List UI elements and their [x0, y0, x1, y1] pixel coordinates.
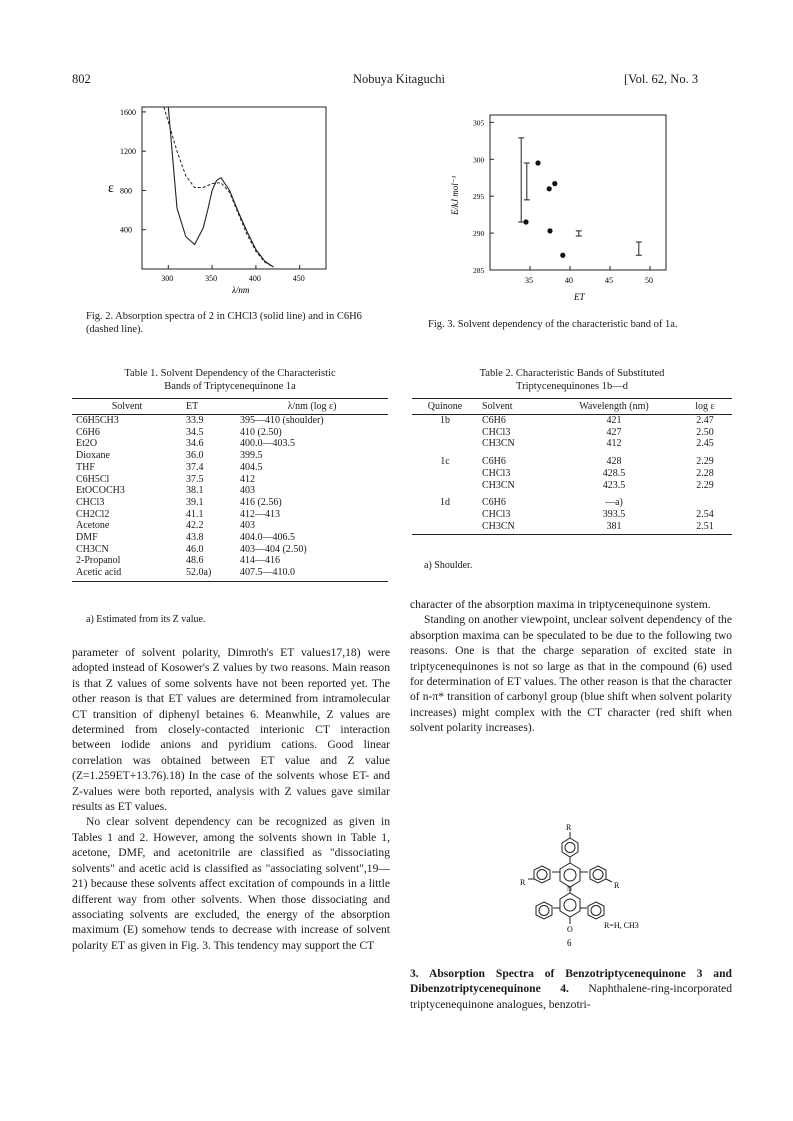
fig2-caption: Fig. 2. Absorption spectra of 2 in CHCl3 (solid line) and in C6H6 (dashed line).	[86, 311, 362, 335]
fig2-xtick-label: 450	[292, 274, 305, 283]
table1-cell: 400.0—403.5	[240, 438, 295, 450]
table2-cell: 1c	[440, 456, 450, 468]
table2-cell: 393.5	[602, 508, 626, 520]
table2-row	[412, 438, 732, 450]
fig2-xlabel: λ/nm	[232, 285, 250, 295]
fig3-xlabel: ET	[574, 292, 585, 302]
table1-cell: 404.0—406.5	[240, 532, 295, 544]
table2-row	[412, 427, 732, 439]
table2-footnote: a) Shoulder.	[424, 560, 473, 571]
table2-cell: 428	[606, 456, 622, 468]
table1-row	[72, 532, 388, 544]
table2-cell: CHCl3	[482, 426, 511, 438]
fig2-ytick-label: 1600	[120, 107, 136, 117]
table1-cell: 41.1	[186, 508, 204, 520]
table1-cell: C6H6	[76, 426, 100, 438]
table2-cell: 423.5	[602, 479, 626, 491]
table1-cell: 39.1	[186, 496, 204, 508]
fig2-ytick-label: 400	[120, 225, 132, 235]
section3-text: Naphthalene-ring-incorporated triptycenequinone analogues, benzotri-	[410, 982, 732, 1011]
table1-cell: 37.4	[186, 461, 204, 473]
compound-number: 6	[567, 938, 572, 948]
table1-cell: 407.5—410.0	[236, 567, 388, 581]
table2-caption-line1: Table 2. Characteristic Bands of Substituted	[479, 368, 665, 379]
table2-cell: C6H6	[482, 456, 506, 468]
table1-cell: 412	[240, 473, 255, 485]
page-number: 802	[72, 72, 91, 86]
table1-cell: 34.5	[186, 426, 204, 438]
table1-cell: C6H5Cl	[76, 473, 110, 485]
table1-cell: 399.5	[240, 450, 263, 462]
table2-cell	[678, 491, 732, 509]
table1-cell: 43.8	[186, 532, 204, 544]
running-volume: [Vol. 62, No. 3	[624, 72, 699, 86]
fig2-xtick-label: 400	[248, 274, 261, 283]
fig3-point	[547, 228, 552, 233]
right-paragraph-1: character of the absorption maxima in triptycenequinone system.	[410, 598, 711, 611]
table1-cell: EtOCOCH3	[76, 485, 125, 497]
table1-cell: 403—404 (2.50)	[240, 543, 307, 555]
fig3-xtick-label: 50	[645, 276, 653, 285]
table2-caption-line2: Triptycenequinones 1b—d	[516, 381, 628, 392]
table1-cell: 33.9	[186, 415, 204, 426]
fig2-xtick-label: 300	[161, 274, 174, 283]
table1-cell: 410 (2.50)	[240, 426, 282, 438]
table1-row	[72, 462, 388, 474]
table2-cell: 1d	[440, 497, 450, 509]
right-paragraph-2: Standing on another viewpoint, unclear solvent dependency of the absorption maxima can be speculated to be due to the following two reasons. One is that the charge separation of excited state in triptycenequinones is not so large as that in the compound (6) used for determination of ET values. The other reason is that the character of n-π* transition of carbonyl group (blue shift when solvent polarity increases) might complex with the CT character (red shift when solvent polarity increases).	[410, 613, 732, 735]
table1-caption-line2: Bands of Triptycenequinone 1a	[164, 381, 296, 392]
table2-row	[412, 450, 732, 468]
table2-cell	[412, 480, 478, 492]
table2-cell: —a)	[605, 497, 623, 509]
table2-header-wavelength: Wavelength (nm)	[550, 399, 678, 415]
fig3-ytick-label: 305	[473, 118, 485, 128]
fig3-xtick-label: 45	[605, 276, 613, 285]
table1-cell: DMF	[76, 532, 98, 544]
table1-caption-line1: Table 1. Solvent Dependency of the Characteristic	[124, 368, 336, 379]
fig2-series-c6h6	[164, 107, 274, 267]
fig3-ytick-label: 285	[473, 266, 485, 275]
table2-cell: 2.45	[696, 438, 714, 450]
fig3-xtick-label: 35	[525, 276, 533, 285]
table1-cell: CHCl3	[76, 496, 105, 508]
table1-cell: 414—416	[240, 555, 280, 567]
fig3-point	[552, 181, 557, 186]
fig2-frame	[142, 107, 326, 269]
table2-cell: CH3CN	[482, 479, 515, 491]
table1-row	[72, 555, 388, 567]
table2-cell: C6H6	[482, 415, 506, 426]
table1-row	[72, 474, 388, 486]
table1-cell: CH3CN	[76, 543, 109, 555]
table2-cell	[412, 509, 478, 521]
table1-cell: 404.5	[240, 461, 263, 473]
fig2-ytick-label: 1200	[120, 147, 136, 157]
table2-row	[412, 480, 732, 492]
table1-cell: 416 (2.56)	[240, 496, 282, 508]
table2-caption	[412, 367, 732, 393]
table1	[72, 398, 388, 582]
table1-row	[72, 438, 388, 450]
table2-cell: 2.28	[696, 467, 714, 479]
fig2-xtick-label: 350	[205, 274, 218, 283]
table1-cell: THF	[76, 461, 95, 473]
fig3-ytick-label: 290	[473, 229, 485, 239]
table2-cell: 2.29	[696, 456, 714, 468]
table1-caption	[72, 367, 388, 393]
fig3-chart	[440, 105, 680, 305]
table1-row	[72, 544, 388, 556]
table2-cell: 1b	[440, 415, 450, 426]
table1-cell: C6H5CH3	[76, 415, 119, 426]
table1-row	[72, 520, 388, 532]
table1-cell: 403	[240, 485, 255, 497]
left-paragraph-2: No clear solvent dependency can be recognized as given in Tables 1 and 2. However, among the solvents shown in Table 1, acetone, DMF, and acetonitrile are classified as "dissociating solvents" and acetic acid is classified as "associating solvent",19—21) because these solvents affect excitation of compounds in a little different way from other solvents. When those dissociating and associating solvents are excluded, the energy of the absorption maximum (E) somehow tends to decrease with increase of solvent polarity ET as given in Fig. 3. This tendency may support the CT	[72, 815, 390, 952]
table1-row	[72, 485, 388, 497]
structure-r-left: R	[520, 878, 526, 887]
fig2-ylabel: ε	[108, 181, 114, 196]
fig3-ytick-label: 295	[473, 192, 485, 202]
table1-cell: CH2Cl2	[76, 508, 110, 520]
section3-heading: 3. Absorption Spectra of Benzotriptycenequinone 3 and Dibenzotriptycenequinone 4.	[410, 967, 732, 996]
compound-6-structure	[518, 823, 688, 955]
table2-cell	[412, 468, 478, 480]
table1-header-et: ET	[182, 399, 236, 415]
table2-row	[412, 521, 732, 535]
table1-row	[72, 427, 388, 439]
table1-cell: 412—413	[240, 508, 280, 520]
table2-cell: 381	[550, 521, 678, 535]
table1-cell: Dioxane	[76, 450, 110, 462]
table2-cell: 428.5	[602, 467, 626, 479]
table1-cell: 38.1	[186, 485, 204, 497]
table2-cell: 2.29	[696, 479, 714, 491]
table2-cell: CH3CN	[482, 438, 515, 450]
table2-cell: 2.54	[696, 508, 714, 520]
fig2-ytick-label: 800	[120, 186, 132, 196]
left-paragraph-1: parameter of solvent polarity, Dimroth's ET values17,18) were adopted instead of Kosower's Z values by two reasons. Main reason is that Z values of some solvents have not been reported yet. The other reason is that ET values are determined from intramolecular CT transition of diphenyl betaines 6. Meanwhile, Z values are determined from closely-contacted interionic CT interaction between iodide anions and pyridium cations. Good linear correlation was obtained between ET value and Z value (Z=1.259ET+13.76).18) In the case of the solvents whose ET- and Z-values were both reported, analysis with Z values gave similar results as ET values.	[72, 646, 390, 814]
table2-cell: 427	[606, 426, 622, 438]
table1-cell: 37.5	[186, 473, 204, 485]
table2-cell: 421	[606, 415, 622, 426]
table1-cell: 395—410 (shoulder)	[240, 415, 324, 426]
left-column-text	[72, 645, 390, 953]
fig3-ylabel: E/kJ mol⁻¹	[450, 175, 460, 215]
table1-row	[72, 450, 388, 462]
structure-r-top: R	[566, 823, 572, 832]
structure-substituent: R=H, CH3	[604, 921, 639, 930]
table2-header-quinone: Quinone	[412, 399, 478, 415]
fig3-xtick-label: 40	[565, 276, 573, 285]
table1-header-wavelength: λ/nm (log ε)	[236, 399, 388, 415]
table2-cell	[412, 521, 478, 535]
table1-row	[72, 415, 388, 427]
table1-cell: 36.0	[186, 450, 204, 462]
fig3-frame	[490, 115, 666, 270]
table2-cell: 2.47	[696, 415, 714, 426]
table2-cell	[412, 438, 478, 450]
table1-footnote: a) Estimated from its Z value.	[86, 614, 206, 625]
table1-cell: Et2O	[76, 438, 98, 450]
table1-cell: 34.6	[186, 438, 204, 450]
fig2-series-chcl3	[168, 107, 273, 267]
fig3-ytick-label: 300	[473, 155, 485, 165]
table2-cell: 2.51	[678, 521, 732, 535]
table2-row	[412, 415, 732, 427]
structure-r-right: R	[614, 881, 620, 890]
structure-n: N	[567, 885, 573, 893]
table1-cell: 42.2	[186, 520, 204, 532]
table2-cell: C6H6	[482, 497, 506, 509]
running-author: Nobuya Kitaguchi	[353, 72, 445, 86]
table2-header-loge: log ε	[678, 399, 732, 415]
table2-row	[412, 509, 732, 521]
table1-cell: Acetone	[76, 520, 110, 532]
table2-cell: 2.50	[696, 426, 714, 438]
table2-header-solvent: Solvent	[478, 399, 550, 415]
table2	[412, 398, 732, 535]
table1-header-solvent: Solvent	[72, 399, 182, 415]
table2-cell: CHCl3	[482, 508, 511, 520]
table2-cell: CHCl3	[482, 467, 511, 479]
fig3-point	[547, 186, 552, 191]
right-column-text	[410, 597, 732, 736]
table2-row	[412, 491, 732, 509]
table1-cell: 2-Propanol	[76, 555, 121, 567]
table1-cell: 403	[240, 520, 255, 532]
fig3-caption: Fig. 3. Solvent dependency of the characteristic band of 1a.	[428, 319, 678, 330]
structure-o: O	[567, 925, 573, 934]
table1-cell: Acetic acid	[72, 567, 182, 581]
fig3-point	[535, 160, 540, 165]
table2-row	[412, 468, 732, 480]
table1-row	[72, 497, 388, 509]
table2-cell	[412, 427, 478, 439]
table1-cell: 46.0	[186, 543, 204, 555]
table1-cell: 48.6	[186, 555, 204, 567]
fig3-point	[560, 253, 565, 258]
table1-row	[72, 567, 388, 581]
table1-cell: 52.0a)	[182, 567, 236, 581]
table1-row	[72, 509, 388, 521]
section3-paragraph	[410, 966, 732, 1012]
fig2-chart	[84, 100, 334, 300]
table2-cell: CH3CN	[478, 521, 550, 535]
table2-cell: 412	[606, 438, 622, 450]
